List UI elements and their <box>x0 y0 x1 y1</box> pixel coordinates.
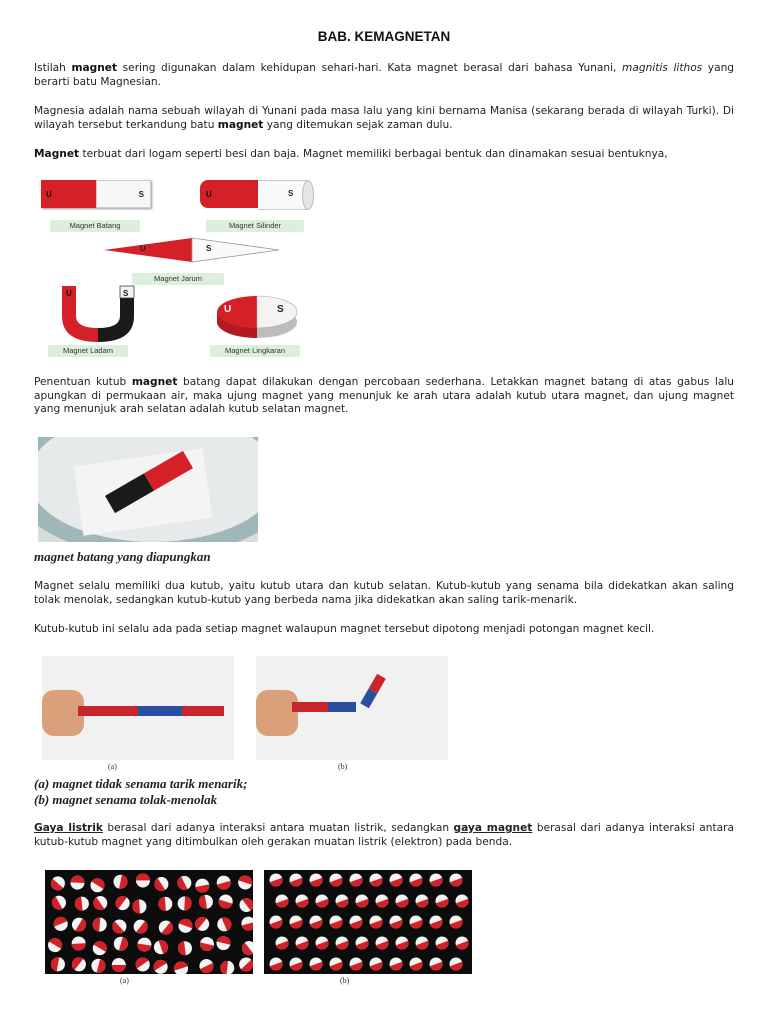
paragraph-cut-magnet: Kutub-kutub ini selalu ada pada setiap magnet walaupun magnet tersebut dipotong menjadi potongan magnet kecil. <box>34 623 655 635</box>
dipoles-aligned-photo <box>264 870 472 974</box>
paragraph-two-poles: Magnet selalu memiliki dua kutub, yaitu kutub utara dan kutub selatan. Kutub-kutub yang senama bila didekatkan akan saling tolak menolak, sedangkan kutub-kutub yang berbeda nama jika didekatkan akan saling tarik-menarik. <box>34 580 734 606</box>
page-title: BAB. KEMAGNETAN <box>317 29 451 44</box>
photo-repel <box>256 656 448 760</box>
label-b-dipoles: (b) <box>340 976 350 985</box>
dipoles-random-photo <box>45 870 253 974</box>
paragraph-magnesia: Magnesia adalah nama sebuah wilayah di Yunani pada masa lalu yang kini bernama Manisa (sekarang berada di wilayah Turki). Di wilayah tersebut terkandung batu magnet yang ditemukan sejak zaman dulu. <box>34 105 734 131</box>
caption-attract: (a) magnet tidak senama tarik menarik; <box>34 776 248 791</box>
floating-magnet-photo <box>38 437 258 542</box>
label-needle-magnet: Magnet Jarum <box>132 273 224 285</box>
magnet-shapes-figure: U S Magnet Batang U S Magnet Silinder U S Magnet Jarum U S Magnet Ladam U S Magnet Lingkaran <box>34 172 324 362</box>
label-cylinder-magnet: Magnet Silinder <box>206 220 304 232</box>
caption-repel: (b) magnet senama tolak-menolak <box>34 792 218 807</box>
paragraph-forces: Gaya listrik berasal dari adanya interaksi antara muatan listrik, sedangkan gaya magnet berasal dari adanya interaksi antara kutub-kutub magnet yang ditimbulkan oleh gerakan muatan listrik (elektron) pada benda. <box>34 822 734 848</box>
bar-magnet: U S <box>41 180 151 208</box>
label-a-dipoles: (a) <box>120 976 129 985</box>
label-b-magnets: (b) <box>338 762 348 771</box>
paragraph-pole-determination: Penentuan kutub magnet batang dapat dilakukan dengan percobaan sederhana. Letakkan magnet batang di atas gabus lalu apungkan di permukaan air, maka ujung magnet yang menunjuk ke arah utara adalah kutub utara magnet, dan ujung magnet yang menunjuk arah selatan adalah kutub selatan magnet. <box>34 376 734 415</box>
label-horseshoe-magnet: Magnet Ladam <box>48 345 128 357</box>
caption-floating-magnet: magnet batang yang diapungkan <box>34 549 211 564</box>
needle-magnet <box>104 236 279 264</box>
label-a-magnets: (a) <box>108 762 117 771</box>
paragraph-shapes: Magnet terbuat dari logam seperti besi dan baja. Magnet memiliki berbagai bentuk dan dinamakan sesuai bentuknya, <box>34 148 668 160</box>
label-bar-magnet: Magnet Batang <box>50 220 140 232</box>
ring-magnet <box>214 292 300 340</box>
paragraph-intro: Istilah magnet sering digunakan dalam kehidupan sehari-hari. Kata magnet berasal dari bahasa Yunani, magnitis lithos yang berarti batu Magnesian. <box>34 62 735 88</box>
photo-attract <box>42 656 234 760</box>
label-ring-magnet: Magnet Lingkaran <box>210 345 300 357</box>
cylinder-magnet: U S <box>200 180 314 208</box>
